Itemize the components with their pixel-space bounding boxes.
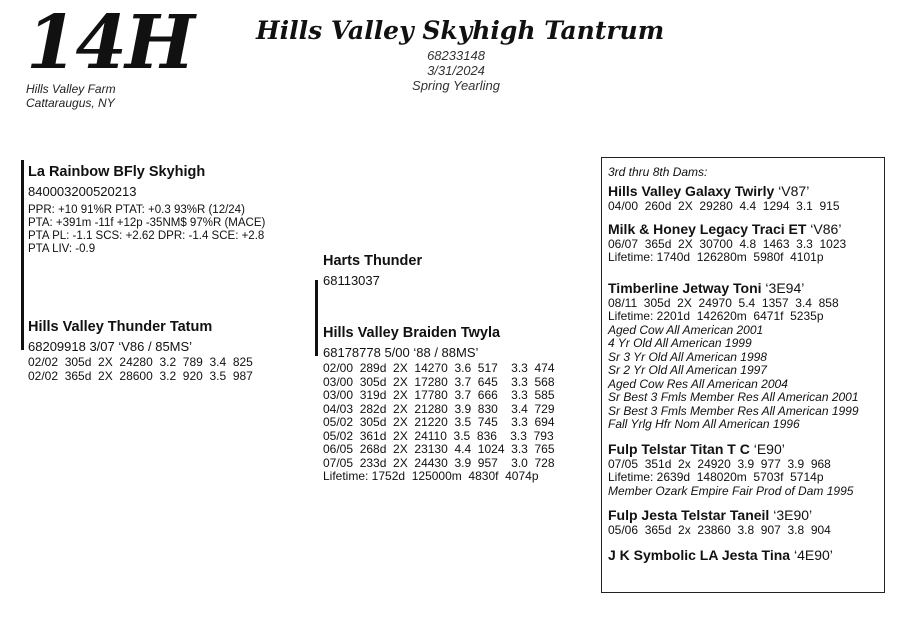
maternal-granddam-record: 04/03 282d 2X 21280 3.9 830 3.4 729 [323,401,555,416]
dam-entry-score: ‘V87’ [778,183,810,199]
dam-entry [608,182,878,214]
dam-entry-name: Timberline Jetway Toni [608,279,762,296]
dam-entry-award: Aged Cow Res All American 2004 [608,376,788,391]
dam-entry [608,220,878,265]
dam-entry-award: Member Ozark Empire Fair Prod of Dam 1995 [608,483,854,498]
sire-name: La Rainbow BFly Skyhigh [28,164,206,180]
dam-entry-award: Aged Cow All American 2001 [608,322,764,337]
dam-entry-title [608,220,878,238]
dam-entry-record: 06/07 365d 2X 30700 4.8 1463 3.3 1023 [608,236,847,251]
animal-name: Hills Valley Skyhigh Tantrum [256,16,665,45]
dam-entry-name: Milk & Honey Legacy Traci ET [608,220,807,237]
dam-record: 02/02 365d 2X 28600 3.2 920 3.5 987 [28,368,253,383]
dam-entry-score: ‘V86’ [810,220,842,237]
registration-number: 68233148 [427,48,485,63]
dam-entry-score: ‘3E94’ [765,279,805,296]
dam-entry-award: 4 Yr Old All American 1999 [608,336,752,350]
dam-entry-record: 07/05 351d 2x 24920 3.9 977 3.9 968 [608,456,831,471]
maternal-granddam-record: 07/05 233d 2X 24430 3.9 957 3.0 728 [323,455,555,470]
maternal-granddam-record: 06/05 268d 2X 23130 4.4 1024 3.3 765 [323,442,555,456]
dam-entry-name: Fulp Telstar Titan T C [608,440,750,457]
dam-entry-title [608,506,878,524]
dam-entry-title [608,546,878,564]
sire-proof-line: PTA: +391m -11f +12p -35NM$ 97%R (MACE) [28,217,266,229]
maternal-granddam-record: 03/00 305d 2X 17280 3.7 645 3.3 568 [323,374,555,389]
dam-entry-award: Sr Best 3 Fmls Member Res All American 1999 [608,403,859,418]
pedigree-line-sire-dam [21,160,24,350]
show-class: Spring Yearling [412,78,500,93]
pedigree-line-mgs-mgd [315,280,318,356]
farm-name: Hills Valley Farm [26,82,116,96]
dam-entry-award: Sr Best 3 Fmls Member Res All American 2001 [608,390,859,404]
dam-entry-record: 08/11 305d 2X 24970 5.4 1357 3.4 858 [608,295,839,310]
maternal-grandsire-block [323,252,422,289]
sire-block [28,163,265,256]
dam-entry [608,506,878,538]
dam-entry-title [608,279,878,297]
birth-date: 3/31/2024 [427,63,485,78]
farm-location: Cattaraugus, NY [26,96,115,110]
maternal-grandsire-name: Harts Thunder [323,253,423,269]
dam-record: 02/02 305d 2X 24280 3.2 789 3.4 825 [28,355,253,369]
dam-entry [608,440,878,499]
maternal-granddam-record: 03/00 319d 2X 17780 3.7 666 3.3 585 [323,388,555,402]
dam-name: Hills Valley Thunder Tatum [28,319,213,335]
maternal-granddam-record: 02/00 289d 2X 14270 3.6 517 3.3 474 [323,361,555,375]
dam-entry-record: 04/00 260d 2X 29280 4.4 1294 3.1 915 [608,199,840,213]
dam-entry [608,279,878,432]
dam-entry-lifetime: Lifetime: 2201d 142620m 6471f 5235p [608,309,824,323]
lot-number: 14H [26,0,193,86]
dam-entry-score: ‘E90’ [753,440,785,457]
dam-entry-award: Fall Yrlg Hfr Nom All American 1996 [608,417,800,431]
sire-proof-line: PTA PL: -1.1 SCS: +2.62 DPR: -1.4 SCE: +2.8 [28,230,265,242]
maternal-granddam-lifetime: Lifetime: 1752d 125000m 4830f 4074p [323,469,539,483]
animal-header [256,14,665,93]
dam-entry-name: J K Symbolic LA Jesta Tina [608,546,791,563]
dam-entry-title [608,182,878,200]
maternal-granddam-name: Hills Valley Braiden Twyla [323,325,501,341]
dam-block [28,318,253,383]
dam-entry-award: Sr 2 Yr Old All American 1997 [608,363,767,377]
dam-entry-lifetime: Lifetime: 1740d 126280m 5980f 4101p [608,250,824,264]
dam-entry-name: Hills Valley Galaxy Twirly [608,183,775,199]
dam-entry-name: Fulp Jesta Telstar Taneil [608,507,770,523]
extended-dams-heading: 3rd thru 8th Dams: [608,165,708,179]
maternal-granddam-record: 05/02 361d 2X 24110 3.5 836 3.3 793 [323,428,554,443]
dam-entry-score: ‘4E90’ [793,546,833,563]
maternal-granddam-block [323,324,555,484]
dam-entry-score: ‘3E90’ [773,507,813,523]
extended-dams-box [601,157,885,593]
maternal-grandsire-id: 68113037 [323,273,380,288]
sire-id: 840003200520213 [28,184,137,199]
sire-proof-line: PTA LIV: -0.9 [28,243,96,255]
dam-entry-record: 05/06 365d 2x 23860 3.8 907 3.8 904 [608,523,831,537]
dam-entry [608,546,878,564]
dam-entry-award: Sr 3 Yr Old All American 1998 [608,349,767,364]
farm-info [26,82,116,110]
sire-proof-line: PPR: +10 91%R PTAT: +0.3 93%R (12/24) [28,204,245,216]
maternal-granddam-record: 05/02 305d 2X 21220 3.5 745 3.3 694 [323,415,555,429]
maternal-granddam-id-line: 68178778 5/00 ‘88 / 88MS’ [323,345,479,360]
dam-id-line: 68209918 3/07 ‘V86 / 85MS’ [28,339,193,354]
dam-entry-lifetime: Lifetime: 2639d 148020m 5703f 5714p [608,470,824,484]
dam-entry-title [608,440,878,458]
